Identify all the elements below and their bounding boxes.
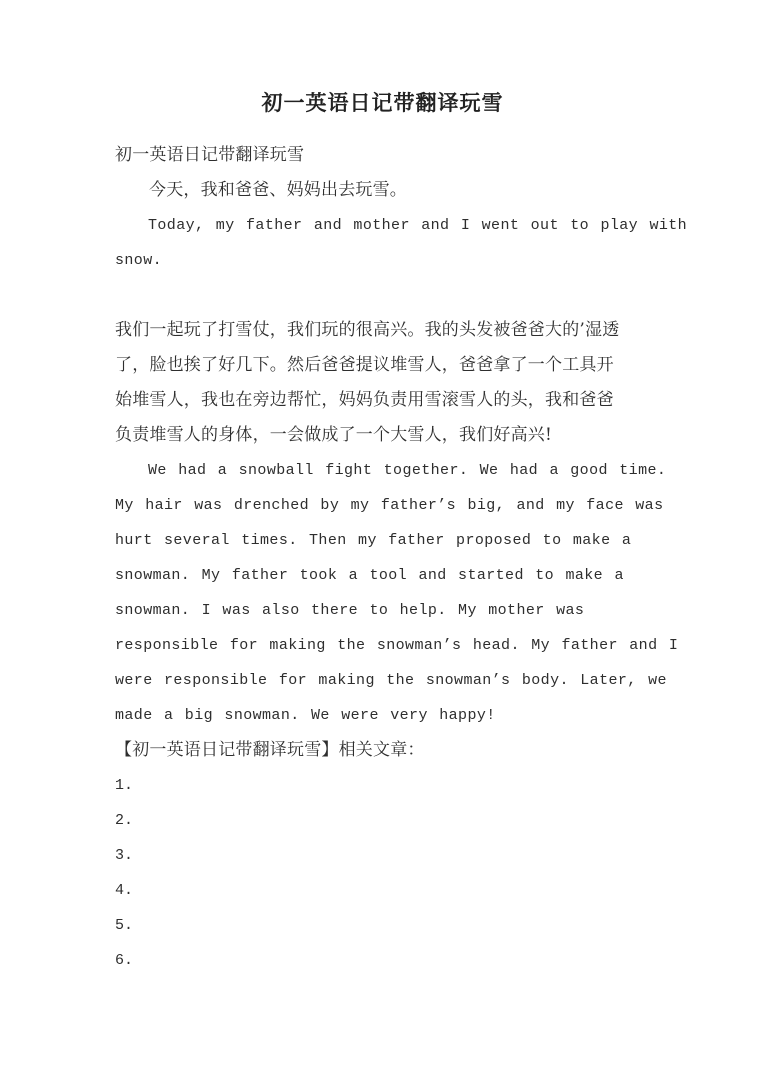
body-zh-line-2: 了，脸也挨了好几下。然后爸爸提议堆雪人，爸爸拿了一个工具开 <box>115 355 614 375</box>
body-en-line-4: snowman. My father took a tool and started to make a <box>115 567 624 584</box>
related-article-item-3: 3. <box>115 847 134 864</box>
related-article-item-6: 6. <box>115 952 134 969</box>
related-articles-heading: 【初一英语日记带翻译玩雪】相关文章： <box>115 740 425 760</box>
body-en-line-8: made a big snowman. We were very happy! <box>115 707 496 724</box>
body-en-line-1: We had a snowball fight together. We had a good time. <box>148 462 667 479</box>
body-zh-line-1: 我们一起玩了打雪仗，我们玩的很高兴。我的头发被爸爸大的’湿透 <box>115 320 620 340</box>
body-en-line-5: snowman. I was also there to help. My mother was <box>115 602 585 619</box>
document-title: 初一英语日记带翻译玩雪 <box>261 90 504 115</box>
body-en-line-3: hurt several times. Then my father proposed to make a <box>115 532 632 549</box>
related-article-item-4: 4. <box>115 882 134 899</box>
body-zh-line-3: 始堆雪人，我也在旁边帮忙，妈妈负责用雪滚雪人的头，我和爸爸 <box>115 390 614 410</box>
body-en-line-7: were responsible for making the snowman’s body. Later, we <box>115 672 667 689</box>
intro-zh-line: 今天，我和爸爸、妈妈出去玩雪。 <box>149 180 407 200</box>
document-subtitle-line: 初一英语日记带翻译玩雪 <box>115 145 305 165</box>
body-zh-line-4: 负责堆雪人的身体，一会做成了一个大雪人，我们好高兴! <box>115 425 553 445</box>
related-article-item-2: 2. <box>115 812 134 829</box>
related-article-item-1: 1. <box>115 777 134 794</box>
intro-en-line-2: snow. <box>115 252 163 269</box>
related-article-item-5: 5. <box>115 917 134 934</box>
body-en-line-6: responsible for making the snowman’s head. My father and I <box>115 637 679 654</box>
body-en-line-2: My hair was drenched by my father’s big, and my face was <box>115 497 664 514</box>
blank-line <box>115 278 650 313</box>
intro-en-line-1: Today, my father and mother and I went out to play with <box>148 217 688 234</box>
